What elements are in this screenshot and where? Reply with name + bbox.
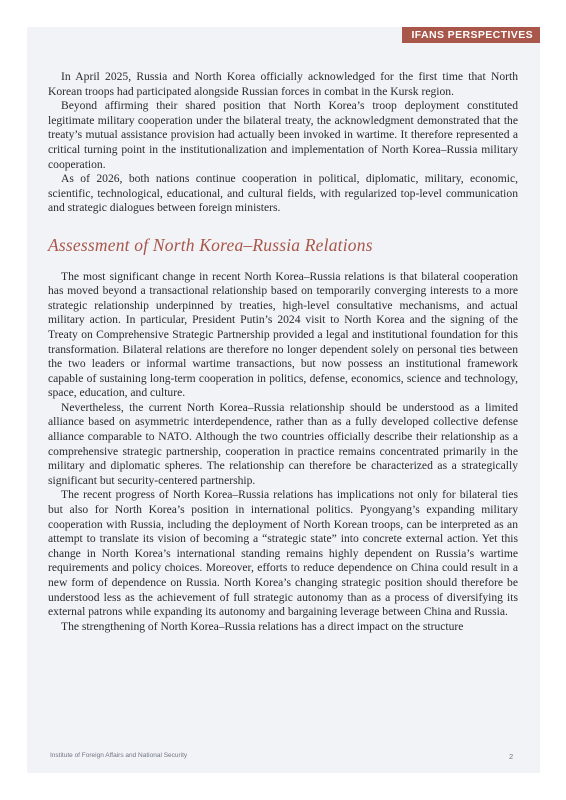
intro-paragraph: In April 2025, Russia and North Korea officially acknowledged for the first time that North Korean troops had participated alongside Russian forces in combat in the Kursk region. — [48, 70, 518, 98]
section-heading: Assessment of North Korea–Russia Relations — [48, 234, 373, 255]
page-number: 2 — [509, 752, 514, 761]
section-paragraph: The recent progress of North Korea–Russia relations has implications not only for bilateral ties but also for North Korea’s position in international politics. Pyongyang’s expanding military cooperation with Russia, including the deployment of North Korean troops, can be interpreted as an attempt to translate its vision of becoming a “strategic state” into concrete external action. Yet this change in North Korea’s international standing remains highly dependent on Russia’s wartime requirements and policy choices. Moreover, efforts to reduce dependence on China could result in a new form of dependence on Russia. North Korea’s changing strategic position should therefore be understood less as the achievement of full strategic autonomy than as a process of diversifying its external patrons while expanding its autonomy and bargaining leverage between China and Russia. — [48, 488, 518, 619]
section-paragraph: The most significant change in recent North Korea–Russia relations is that bilateral cooperation has moved beyond a transactional relationship based on temporarily converging interests to a more strategic relationship underpinned by treaties, high-level consultative mechanisms, and actual military action. In particular, President Putin’s 2024 visit to North Korea and the signing of the Treaty on Comprehensive Strategic Partnership provided a legal and institutional foundation for this transformation. Bilateral relations are therefore no longer dependent solely on personal ties between the two leaders or informal wartime transactions, but now possess an institutional framework capable of sustaining long-term cooperation in politics, defense, economics, science and technology, space, education, and culture. — [48, 269, 518, 400]
section-paragraph: The strengthening of North Korea–Russia relations has a direct impact on the structure — [61, 619, 464, 633]
intro-paragraph: As of 2026, both nations continue cooperation in political, diplomatic, military, economic, scientific, technological, educational, and cultural fields, with regularized top-level communication and strategic dialogues between foreign ministers. — [48, 172, 518, 215]
intro-paragraph: Beyond affirming their shared position that North Korea’s troop deployment constituted legitimate military cooperation under the bilateral treaty, the acknowledgment demonstrated that the treaty’s mutual assistance provision had actually been invoked in wartime. It therefore represented a critical turning point in the institutionalization and implementation of North Korea–Russia military cooperation. — [48, 99, 518, 171]
article-body — [48, 70, 518, 634]
publication-badge: IFANS PERSPECTIVES — [402, 27, 540, 43]
footer-institute: Institute of Foreign Affairs and National Security — [50, 752, 188, 759]
section-paragraph: Nevertheless, the current North Korea–Russia relationship should be understood as a limited alliance based on asymmetric interdependence, rather than as a fully developed collective defense alliance comparable to NATO. Although the two countries officially describe their relationship as a comprehensive strategic partnership, cooperation in practice remains concentrated primarily in the military and diplomatic spheres. The relationship can therefore be characterized as a strategically significant but security-centered partnership. — [48, 400, 518, 487]
